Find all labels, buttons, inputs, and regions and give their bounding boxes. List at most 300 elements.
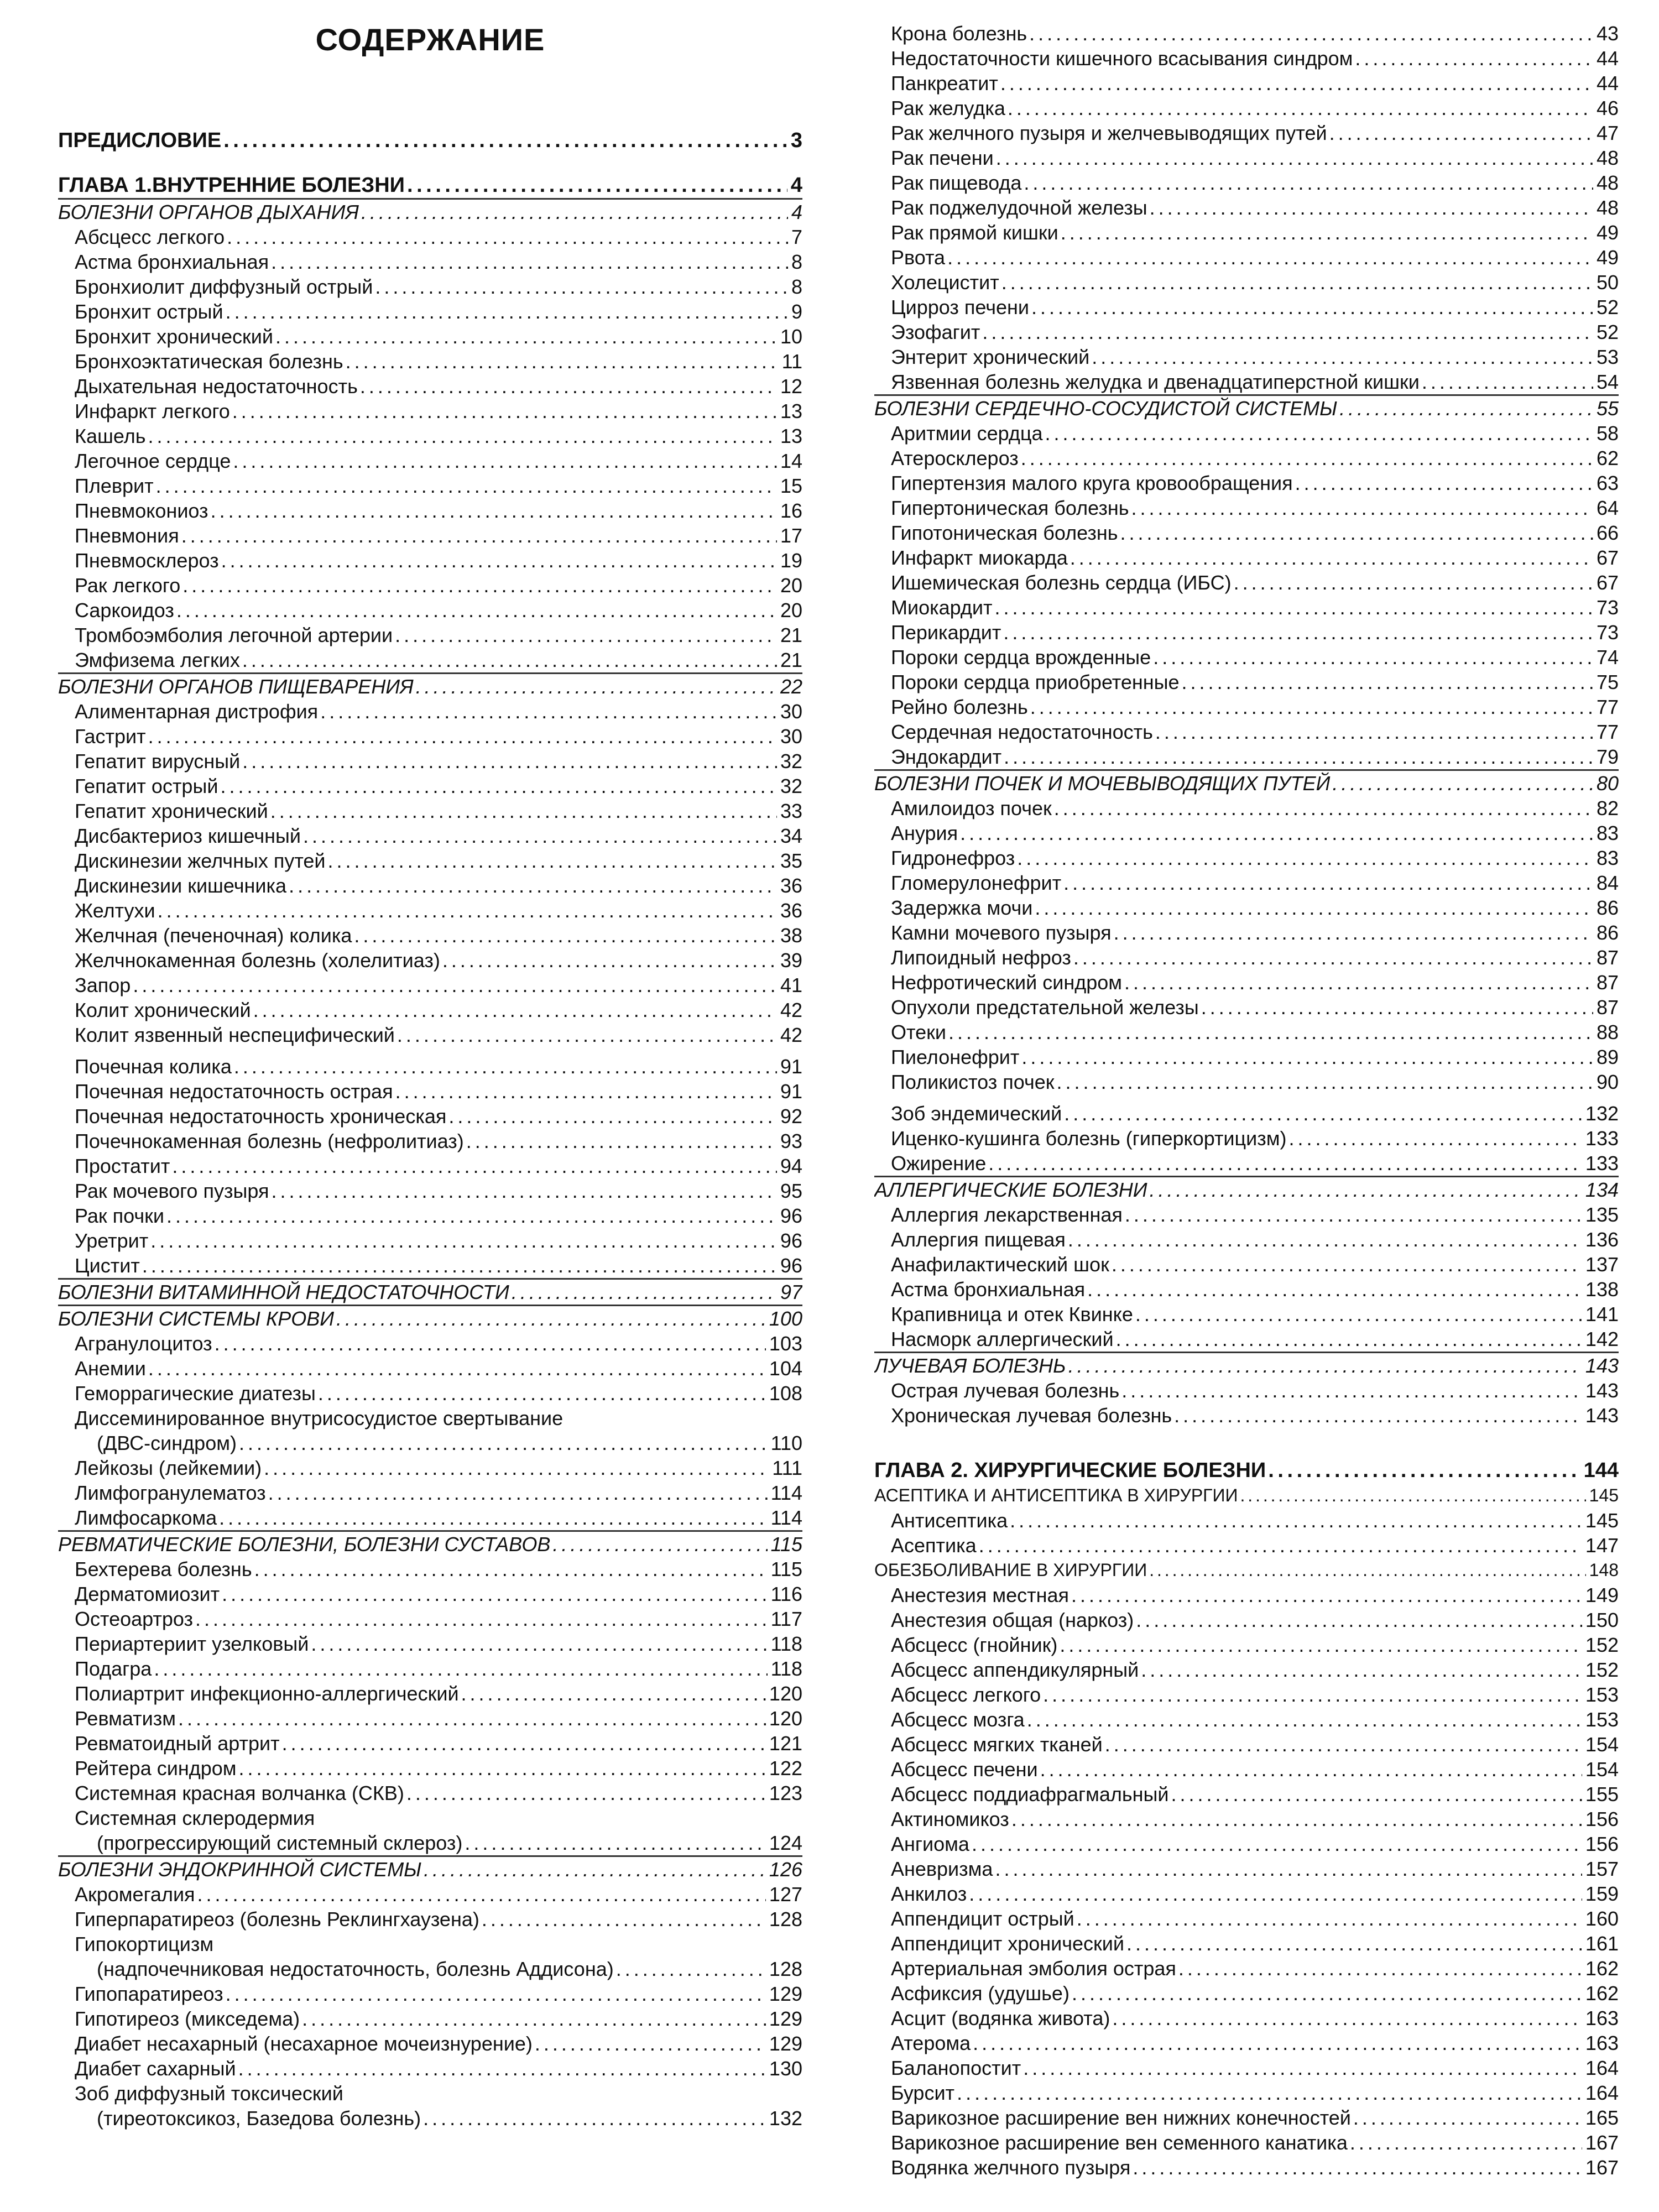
- toc-entry-item[interactable]: [874, 2031, 1619, 2056]
- toc-entry-page-number: 124: [769, 1832, 802, 1854]
- toc-entry-item[interactable]: [874, 1807, 1619, 1832]
- toc-entry-cont[interactable]: [58, 1830, 802, 1855]
- toc-entry-section[interactable]: [874, 769, 1619, 796]
- toc-entry-item[interactable]: [874, 620, 1619, 645]
- toc-entry-item[interactable]: [874, 446, 1619, 471]
- dot-leader: [236, 2056, 766, 2081]
- toc-entry-item[interactable]: [58, 249, 802, 274]
- toc-entry-title: Пороки сердца приобретенные: [891, 671, 1180, 693]
- toc-entry-item[interactable]: [874, 1757, 1619, 1782]
- dot-leader: [217, 1505, 767, 1530]
- dot-leader: [1287, 1126, 1582, 1151]
- toc-entry-title: Асцит (водянка живота): [891, 2007, 1110, 2030]
- toc-entry-item[interactable]: [874, 520, 1619, 545]
- toc-entry-item[interactable]: [874, 846, 1619, 870]
- toc-entry-item[interactable]: [874, 1302, 1619, 1327]
- toc-entry-page-number: 74: [1596, 646, 1619, 669]
- dot-leader: [152, 1656, 767, 1681]
- toc-entry-item[interactable]: [874, 995, 1619, 1020]
- dot-leader: [1180, 670, 1593, 695]
- toc-entry-title: Бехтерева болезнь: [75, 1558, 252, 1580]
- toc-entry-item[interactable]: [874, 121, 1619, 145]
- toc-entry-item[interactable]: [874, 1533, 1619, 1558]
- toc-entry-title: Бронхит хронический: [75, 325, 273, 348]
- toc-entry-item[interactable]: [874, 1608, 1619, 1632]
- toc-entry-item[interactable]: [58, 448, 802, 473]
- toc-entry-item[interactable]: [874, 744, 1619, 769]
- toc-entry-item[interactable]: [874, 1632, 1619, 1657]
- toc-entry-item[interactable]: [58, 598, 802, 623]
- toc-entry-item[interactable]: [874, 695, 1619, 719]
- toc-entry-item[interactable]: [58, 699, 802, 724]
- toc-entry-title: Гипотоническая болезнь: [891, 521, 1118, 544]
- toc-entry-page-number: 94: [780, 1155, 802, 1177]
- toc-entry-item[interactable]: [874, 1403, 1619, 1428]
- toc-entry-page-number: 21: [780, 624, 802, 646]
- toc-entry-title: Бронхоэктатическая болезнь: [75, 350, 343, 373]
- toc-entry-item[interactable]: [58, 1631, 802, 1656]
- toc-entry-item[interactable]: [58, 648, 802, 672]
- toc-entry-page-number: 30: [780, 700, 802, 723]
- toc-entry-item[interactable]: [58, 998, 802, 1022]
- toc-entry-page-number: 54: [1596, 371, 1619, 393]
- toc-entry-item[interactable]: [874, 1126, 1619, 1151]
- toc-entry-item[interactable]: [58, 1882, 802, 1907]
- toc-entry-title: Почечная недостаточность острая: [75, 1080, 393, 1103]
- toc-entry-item[interactable]: [874, 421, 1619, 446]
- toc-entry-item[interactable]: [58, 1331, 802, 1356]
- toc-entry-item[interactable]: [874, 1020, 1619, 1045]
- toc-entry-page-number: 97: [780, 1281, 802, 1303]
- toc-entry-page-number: 155: [1585, 1783, 1619, 1806]
- toc-entry-item[interactable]: [874, 2056, 1619, 2080]
- toc-entry-item[interactable]: [58, 399, 802, 424]
- dot-leader: [421, 1857, 766, 1882]
- toc-entry-item[interactable]: [58, 2056, 802, 2081]
- toc-entry-item[interactable]: [874, 96, 1619, 121]
- dot-leader: [1232, 570, 1593, 595]
- toc-entry-page-number: 47: [1596, 122, 1619, 144]
- toc-entry-title: Гипертоническая болезнь: [891, 497, 1129, 519]
- toc-entry-title: Анестезия общая (наркоз): [891, 1609, 1134, 1631]
- dot-leader: [1199, 995, 1593, 1020]
- toc-entry-page-number: 34: [780, 825, 802, 847]
- toc-entry-item[interactable]: [874, 1101, 1619, 1126]
- toc-entry-item[interactable]: [874, 145, 1619, 170]
- toc-entry-item[interactable]: [874, 1378, 1619, 1403]
- toc-entry-item[interactable]: [874, 71, 1619, 96]
- toc-entry-page-number: 13: [780, 400, 802, 422]
- dot-leader: [414, 674, 777, 699]
- toc-entry-page-number: 62: [1596, 447, 1619, 469]
- toc-entry-item[interactable]: [874, 170, 1619, 195]
- toc-entry-section[interactable]: [58, 1530, 802, 1557]
- toc-entry-section[interactable]: [58, 198, 802, 225]
- dot-leader: [1009, 1807, 1582, 1832]
- toc-entry-title: Атеросклероз: [891, 447, 1019, 469]
- toc-entry-item[interactable]: [874, 1045, 1619, 1070]
- toc-entry-title: Рак пищевода: [891, 171, 1022, 194]
- toc-entry-item[interactable]: [874, 1508, 1619, 1533]
- toc-entry-item[interactable]: [874, 21, 1619, 46]
- toc-entry-item[interactable]: [58, 948, 802, 973]
- toc-entry-item[interactable]: [874, 471, 1619, 495]
- toc-entry-item[interactable]: [58, 424, 802, 448]
- toc-entry-item[interactable]: [874, 1682, 1619, 1707]
- toc-entry-item[interactable]: [874, 2006, 1619, 2031]
- dot-leader: [237, 1756, 766, 1781]
- toc-entry-section-plain[interactable]: [874, 1483, 1619, 1508]
- toc-entry-page-number: 16: [780, 499, 802, 522]
- dot-leader: [174, 598, 777, 623]
- toc-entry-item[interactable]: [58, 1129, 802, 1154]
- dot-leader: [1069, 1583, 1582, 1608]
- toc-entry-item[interactable]: [874, 1956, 1619, 1981]
- toc-entry-item[interactable]: [58, 548, 802, 573]
- toc-entry-item[interactable]: [874, 2105, 1619, 2130]
- dot-leader: [1032, 895, 1593, 920]
- toc-entry-item[interactable]: [58, 923, 802, 948]
- toc-entry-item[interactable]: [58, 1079, 802, 1104]
- toc-entry-page-number: 156: [1585, 1808, 1619, 1830]
- toc-entry-title: Баланопостит: [891, 2057, 1021, 2079]
- toc-entry-item[interactable]: [58, 1228, 802, 1253]
- toc-entry-title: Диабет сахарный: [75, 2057, 236, 2080]
- toc-entry-title: Ревматизм: [75, 1707, 176, 1730]
- toc-entry-page-number: 38: [780, 924, 802, 947]
- toc-entry-page-number: 165: [1585, 2106, 1619, 2129]
- spacer: [874, 1094, 1619, 1101]
- dot-leader: [301, 823, 777, 848]
- toc-entry-page-number: 161: [1585, 1932, 1619, 1955]
- toc-entry-item[interactable]: [874, 495, 1619, 520]
- toc-entry-page-number: 44: [1596, 72, 1619, 95]
- toc-entry-page-number: 154: [1585, 1733, 1619, 1756]
- toc-entry-title: Цистит: [75, 1254, 140, 1277]
- toc-entry-item[interactable]: [58, 1806, 802, 1830]
- toc-entry-item[interactable]: [58, 623, 802, 648]
- toc-column-right: [874, 0, 1619, 2180]
- toc-entry-item[interactable]: [874, 719, 1619, 744]
- toc-entry-page-number: 80: [1596, 772, 1619, 795]
- toc-entry-title: АСЕПТИКА И АНТИСЕПТИКА В ХИРУРГИИ: [874, 1485, 1238, 1505]
- toc-entry-title: Лейкозы (лейкемии): [75, 1457, 262, 1479]
- toc-entry-title: (тиреотоксикоз, Базедова болезнь): [97, 2107, 421, 2130]
- toc-entry-item[interactable]: [58, 749, 802, 774]
- toc-entry-title: БОЛЕЗНИ ОРГАНОВ ДЫХАНИЯ: [58, 201, 359, 223]
- toc-entry-page-number: 153: [1585, 1708, 1619, 1731]
- toc-entry-page-number: 15: [780, 474, 802, 497]
- toc-entry-item[interactable]: [58, 374, 802, 399]
- toc-entry-item[interactable]: [58, 1505, 802, 1530]
- toc-entry-item[interactable]: [58, 1054, 802, 1079]
- toc-entry-item[interactable]: [58, 1406, 802, 1431]
- toc-entry-item[interactable]: [874, 645, 1619, 670]
- toc-entry-item[interactable]: [58, 1582, 802, 1606]
- toc-entry-title: Кашель: [75, 425, 146, 447]
- toc-entry-item[interactable]: [58, 498, 802, 523]
- dot-leader: [180, 573, 777, 598]
- toc-entry-item[interactable]: [874, 1931, 1619, 1956]
- dot-leader: [1068, 545, 1593, 570]
- toc-entry-item[interactable]: [874, 1732, 1619, 1757]
- toc-entry-item[interactable]: [874, 295, 1619, 320]
- toc-entry-page-number: 128: [769, 1908, 802, 1931]
- toc-entry-title: Анемии: [75, 1357, 146, 1380]
- toc-entry-item[interactable]: [874, 2155, 1619, 2180]
- toc-entry-page-number: 32: [780, 775, 802, 797]
- toc-entry-item[interactable]: [874, 1151, 1619, 1176]
- dot-leader: [563, 1406, 799, 1431]
- toc-entry-chapter[interactable]: [58, 173, 802, 198]
- toc-entry-item[interactable]: [58, 873, 802, 898]
- toc-entry-item[interactable]: [58, 823, 802, 848]
- toc-entry-item[interactable]: [58, 724, 802, 749]
- toc-entry-title: Нефротический синдром: [891, 971, 1123, 994]
- toc-entry-title: Диабет несахарный (несахарное мочеизнурение): [75, 2032, 533, 2055]
- toc-entry-page-number: 130: [769, 2057, 802, 2080]
- toc-entry-item[interactable]: [58, 1781, 802, 1806]
- toc-entry-title: Бронхит острый: [75, 300, 223, 323]
- toc-entry-page-number: 42: [780, 999, 802, 1021]
- toc-entry-item[interactable]: [874, 1252, 1619, 1277]
- toc-entry-title: Простатит: [75, 1155, 170, 1177]
- toc-entry-item[interactable]: [58, 1907, 802, 1932]
- toc-entry-title: Рак желчного пузыря и желчевыводящих путей: [891, 122, 1327, 144]
- toc-entry-title: ПРЕДИСЛОВИЕ: [58, 129, 222, 152]
- toc-entry-title: Холецистит: [891, 271, 999, 294]
- toc-entry-item[interactable]: [58, 1356, 802, 1381]
- dot-leader: [318, 699, 777, 724]
- dot-leader: [359, 200, 788, 225]
- toc-entry-page-number: 133: [1585, 1152, 1619, 1175]
- toc-entry-item[interactable]: [874, 570, 1619, 595]
- toc-entry-title: БОЛЕЗНИ СЕРДЕЧНО-СОСУДИСТОЙ СИСТЕМЫ: [874, 397, 1338, 420]
- toc-entry-item[interactable]: [58, 2031, 802, 2056]
- toc-entry-item[interactable]: [58, 299, 802, 324]
- toc-entry-section-plain[interactable]: [874, 1558, 1619, 1583]
- toc-entry-item[interactable]: [874, 270, 1619, 295]
- toc-entry-item[interactable]: [874, 1832, 1619, 1856]
- toc-entry-title: Рак мочевого пузыря: [75, 1180, 269, 1202]
- toc-entry-page-number: 88: [1596, 1021, 1619, 1044]
- toc-entry-title: Перикардит: [891, 621, 1001, 644]
- toc-entry-page-number: 152: [1585, 1658, 1619, 1681]
- toc-entry-item[interactable]: [874, 821, 1619, 846]
- toc-entry-item[interactable]: [58, 1455, 802, 1480]
- toc-entry-page-number: 152: [1585, 1634, 1619, 1656]
- toc-entry-item[interactable]: [874, 1881, 1619, 1906]
- toc-entry-page-number: 12: [780, 375, 802, 398]
- toc-entry-item[interactable]: [58, 1203, 802, 1228]
- toc-entry-title: Ангиома: [891, 1833, 969, 1855]
- toc-entry-section[interactable]: [58, 672, 802, 699]
- toc-entry-item[interactable]: [58, 2006, 802, 2031]
- toc-entry-item[interactable]: [874, 870, 1619, 895]
- toc-entry-item[interactable]: [874, 195, 1619, 220]
- dot-leader: [240, 648, 777, 672]
- dot-leader: [993, 1856, 1582, 1881]
- toc-entry-item[interactable]: [874, 220, 1619, 245]
- dot-leader: [1147, 195, 1593, 220]
- toc-entry-section[interactable]: [58, 1278, 802, 1305]
- toc-entry-item[interactable]: [58, 1656, 802, 1681]
- toc-entry-item[interactable]: [874, 1657, 1619, 1682]
- toc-entry-title: ОБЕЗБОЛИВАНИЕ В ХИРУРГИИ: [874, 1560, 1147, 1580]
- toc-entry-page-number: 10: [780, 325, 802, 348]
- toc-entry-page-number: 132: [769, 2107, 802, 2130]
- toc-entry-item[interactable]: [874, 1856, 1619, 1881]
- toc-entry-title: Ревматоидный артрит: [75, 1732, 280, 1755]
- dot-leader: [1176, 1956, 1582, 1981]
- toc-entry-item[interactable]: [874, 245, 1619, 270]
- toc-entry-item[interactable]: [874, 1070, 1619, 1094]
- dot-leader: [164, 1203, 777, 1228]
- dot-leader: [1124, 1931, 1582, 1956]
- toc-entry-page-number: 122: [769, 1757, 802, 1780]
- toc-entry-item[interactable]: [874, 320, 1619, 345]
- toc-entry-item[interactable]: [874, 2080, 1619, 2105]
- toc-entry-page-number: 128: [769, 1958, 802, 1980]
- dot-leader: [232, 1054, 777, 1079]
- toc-entry-item[interactable]: [58, 774, 802, 799]
- toc-entry-item[interactable]: [874, 1583, 1619, 1608]
- toc-entry-item[interactable]: [58, 473, 802, 498]
- toc-entry-item[interactable]: [874, 1707, 1619, 1732]
- toc-entry-chapter[interactable]: [58, 128, 802, 153]
- toc-entry-item[interactable]: [874, 1202, 1619, 1227]
- toc-entry-item[interactable]: [58, 1932, 802, 1957]
- toc-entry-item[interactable]: [58, 1154, 802, 1178]
- toc-entry-item[interactable]: [874, 1327, 1619, 1352]
- toc-entry-section[interactable]: [874, 394, 1619, 421]
- toc-entry-item[interactable]: [874, 545, 1619, 570]
- dot-leader: [1129, 495, 1593, 520]
- toc-entry-section[interactable]: [58, 1305, 802, 1331]
- toc-entry-item[interactable]: [58, 1706, 802, 1731]
- dot-leader: [1293, 471, 1593, 495]
- toc-entry-page-number: 136: [1585, 1228, 1619, 1251]
- toc-entry-cont[interactable]: [58, 1431, 802, 1455]
- toc-entry-item[interactable]: [58, 1557, 802, 1582]
- toc-entry-item[interactable]: [874, 895, 1619, 920]
- toc-entry-item[interactable]: [874, 1981, 1619, 2006]
- toc-entry-page-number: 123: [769, 1782, 802, 1804]
- dot-leader: [343, 349, 779, 374]
- toc-entry-page-number: 167: [1585, 2156, 1619, 2179]
- toc-entry-item[interactable]: [58, 324, 802, 349]
- toc-entry-item[interactable]: [874, 796, 1619, 821]
- toc-entry-section[interactable]: [58, 1855, 802, 1882]
- toc-entry-cont[interactable]: [58, 2106, 802, 2131]
- dot-leader: [1029, 295, 1593, 320]
- toc-entry-item[interactable]: [58, 1480, 802, 1505]
- toc-entry-item[interactable]: [874, 1277, 1619, 1302]
- toc-entry-item[interactable]: [58, 1731, 802, 1756]
- toc-entry-page-number: 53: [1596, 346, 1619, 368]
- toc-entry-item[interactable]: [874, 595, 1619, 620]
- dot-leader: [170, 1154, 777, 1178]
- toc-entry-item[interactable]: [58, 973, 802, 998]
- toc-entry-item[interactable]: [874, 2130, 1619, 2155]
- toc-entry-section[interactable]: [874, 1352, 1619, 1378]
- toc-entry-title: Артериальная эмболия острая: [891, 1957, 1176, 1980]
- toc-entry-item[interactable]: [874, 1227, 1619, 1252]
- toc-entry-item[interactable]: [874, 970, 1619, 995]
- toc-entry-title: Геморрагические диатезы: [75, 1382, 316, 1405]
- toc-entry-title: Аппендицит хронический: [891, 1932, 1125, 1955]
- toc-entry-page-number: 143: [1585, 1404, 1619, 1427]
- toc-entry-item[interactable]: [874, 369, 1619, 394]
- toc-entry-item[interactable]: [874, 945, 1619, 970]
- dot-leader: [421, 2106, 766, 2131]
- toc-entry-item[interactable]: [58, 523, 802, 548]
- dot-leader: [1110, 2006, 1582, 2031]
- toc-entry-item[interactable]: [58, 349, 802, 374]
- dot-leader: [533, 2031, 766, 2056]
- toc-entry-item[interactable]: [58, 2081, 802, 2106]
- toc-entry-item[interactable]: [58, 1104, 802, 1129]
- toc-entry-title: Асептика: [891, 1534, 977, 1557]
- toc-entry-item[interactable]: [58, 898, 802, 923]
- toc-entry-page-number: 82: [1596, 797, 1619, 820]
- toc-entry-item[interactable]: [58, 1381, 802, 1406]
- toc-entry-item[interactable]: [58, 799, 802, 823]
- dot-leader: [1238, 1483, 1586, 1508]
- toc-entry-page-number: 41: [780, 974, 802, 997]
- toc-entry-item[interactable]: [58, 1756, 802, 1781]
- dot-leader: [326, 848, 777, 873]
- toc-entry-page-number: 3: [790, 129, 802, 152]
- toc-entry-item[interactable]: [874, 345, 1619, 369]
- toc-entry-item[interactable]: [874, 46, 1619, 71]
- toc-entry-item[interactable]: [874, 1906, 1619, 1931]
- toc-entry-item[interactable]: [58, 848, 802, 873]
- dot-leader: [1153, 719, 1593, 744]
- toc-entry-title: Анафилактический шок: [891, 1253, 1109, 1276]
- toc-entry-item[interactable]: [58, 274, 802, 299]
- toc-entry-item[interactable]: [874, 1782, 1619, 1807]
- toc-entry-item[interactable]: [58, 1606, 802, 1631]
- toc-entry-item[interactable]: [58, 1981, 802, 2006]
- toc-entry-item[interactable]: [58, 225, 802, 249]
- dot-leader: [393, 1079, 777, 1104]
- toc-entry-title: АЛЛЕРГИЧЕСКИЕ БОЛЕЗНИ: [874, 1178, 1147, 1201]
- toc-entry-page-number: 163: [1585, 2032, 1619, 2054]
- toc-entry-item[interactable]: [874, 670, 1619, 695]
- dot-leader: [994, 145, 1593, 170]
- toc-entry-title: Гипокортицизм: [75, 1933, 214, 1955]
- toc-entry-item[interactable]: [58, 1178, 802, 1203]
- dot-leader: [958, 821, 1593, 846]
- toc-entry-item[interactable]: [58, 1022, 802, 1047]
- toc-entry-item[interactable]: [58, 573, 802, 598]
- dot-leader: [273, 324, 777, 349]
- dot-leader: [1027, 21, 1593, 46]
- toc-entry-item[interactable]: [58, 1253, 802, 1278]
- toc-entry-title: ГЛАВА 1.ВНУТРЕННИЕ БОЛЕЗНИ: [58, 174, 405, 197]
- toc-entry-cont[interactable]: [58, 1957, 802, 1981]
- dot-leader: [1147, 1558, 1585, 1583]
- toc-entry-section[interactable]: [874, 1176, 1619, 1202]
- spacer: [874, 0, 1619, 21]
- toc-entry-chapter[interactable]: [874, 1458, 1619, 1483]
- toc-entry-item[interactable]: [874, 920, 1619, 945]
- dot-leader: [999, 270, 1593, 295]
- toc-entry-item[interactable]: [58, 1681, 802, 1706]
- toc-entry-title: Почечнокаменная болезнь (нефролитиаз): [75, 1130, 464, 1152]
- toc-entry-page-number: 156: [1585, 1833, 1619, 1855]
